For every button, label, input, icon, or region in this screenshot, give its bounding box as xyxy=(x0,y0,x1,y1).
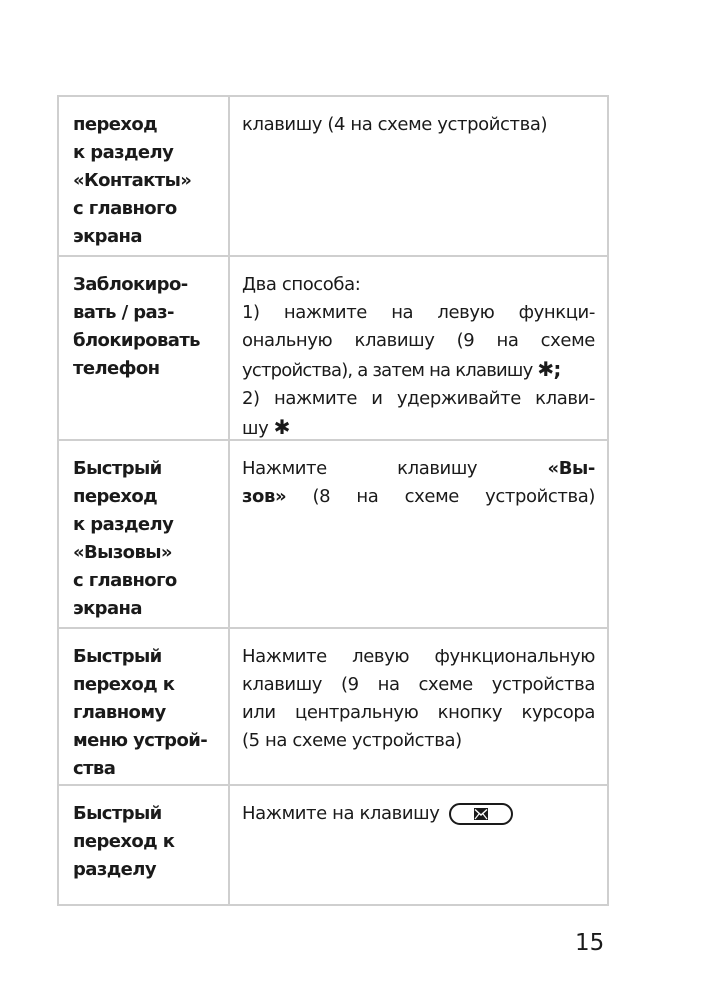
table-row xyxy=(59,97,609,257)
description-cell: Два способа: 1) нажмите на левую функци- ональную клавишу (9 на схеме устройства), а затем на клавишу ✱; 2) нажмите и удерживайте клави- шу ✱ xyxy=(230,257,609,439)
table-row xyxy=(59,257,609,441)
action-cell: переход к разделу «Контакты» с главного экрана xyxy=(59,97,230,255)
envelope-key-icon xyxy=(449,803,513,825)
page-number: 15 xyxy=(575,930,605,956)
description-cell: Нажмите клавишу «Вы- зов» (8 на схеме устройства) xyxy=(230,441,609,627)
table-row xyxy=(59,786,609,906)
description-cell: Нажмите на клавишу xyxy=(230,786,609,904)
instructions-table xyxy=(57,95,609,906)
action-cell: Быстрый переход к разделу «Вызовы» с главного экрана xyxy=(59,441,230,627)
action-cell: Заблокиро- вать / раз- блокировать телефон xyxy=(59,257,230,439)
table-row xyxy=(59,629,609,786)
action-cell: Быстрый переход к разделу xyxy=(59,786,230,904)
asterisk-key-icon: ✱; xyxy=(537,357,561,381)
description-cell: клавишу (4 на схеме устройства) xyxy=(230,97,609,255)
table-row xyxy=(59,441,609,629)
action-cell: Быстрый переход к главному меню устрой- ства xyxy=(59,629,230,784)
description-cell: Нажмите левую функциональную клавишу (9 на схеме устройства или центральную кнопку курсора (5 на схеме устройства) xyxy=(230,629,609,784)
asterisk-key-icon: ✱ xyxy=(273,415,291,439)
